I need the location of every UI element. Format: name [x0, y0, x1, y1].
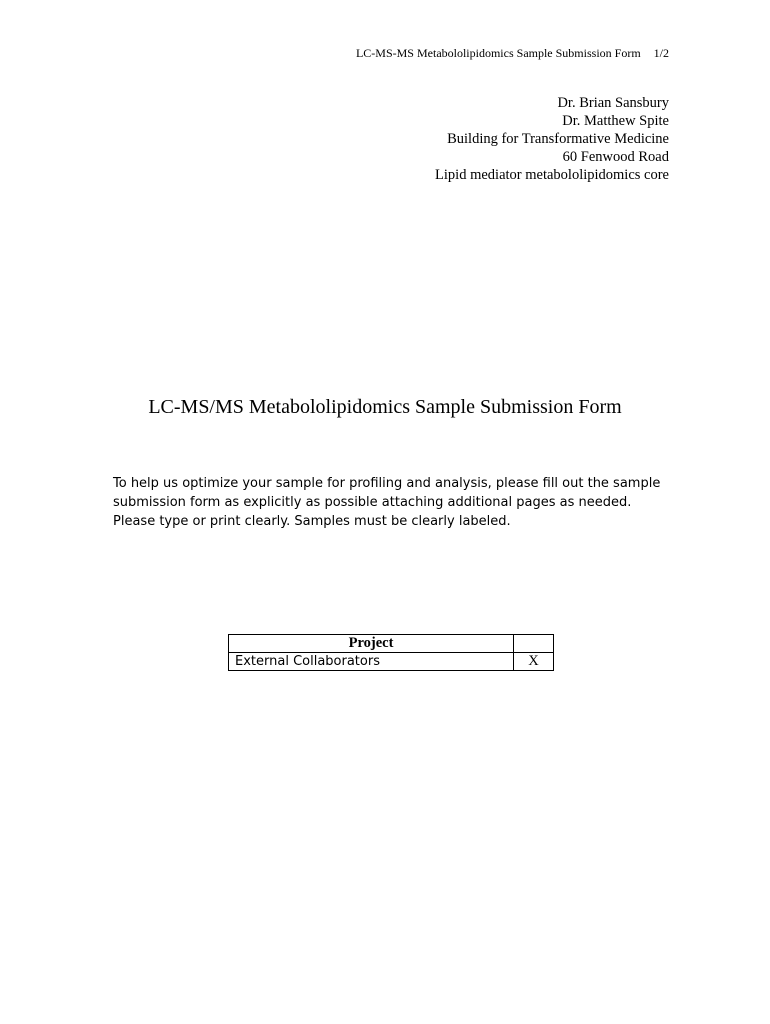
- intro-paragraph: To help us optimize your sample for profiling and analysis, please fill out the sample submission form as explicitly as possible attaching additional pages as needed. Please type or print clearly. Samples must be clearly labeled.: [113, 476, 661, 529]
- address-line: Dr. Matthew Spite: [562, 113, 669, 129]
- project-header-mark: [514, 635, 554, 653]
- address-line: Building for Transformative Medicine: [447, 131, 669, 147]
- project-option-mark[interactable]: X: [514, 653, 554, 671]
- form-title: LC-MS/MS Metabololipidomics Sample Submission Form: [148, 396, 622, 418]
- project-table: [228, 634, 554, 671]
- page-number: 1/2: [653, 46, 669, 60]
- address-block: [435, 94, 669, 184]
- project-header: Project: [229, 635, 514, 653]
- running-title: LC-MS-MS Metabololipidomics Sample Submission Form: [355, 46, 641, 60]
- address-line: 60 Fenwood Road: [562, 149, 669, 165]
- address-line: Lipid mediator metabololipidomics core: [435, 167, 669, 183]
- project-option-label: External Collaborators: [229, 653, 514, 671]
- page-header: [356, 46, 669, 61]
- table-header-row: [229, 635, 554, 653]
- table-row: [229, 653, 554, 671]
- address-line: Dr. Brian Sansbury: [557, 95, 669, 111]
